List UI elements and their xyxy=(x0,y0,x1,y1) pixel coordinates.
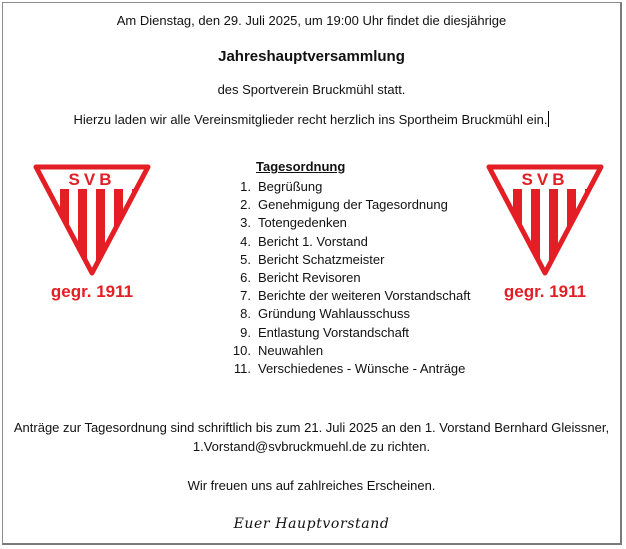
invitation-text: Hierzu laden wir alle Vereinsmitglieder recht herzlich ins Sportheim Bruckmühl ein. xyxy=(73,112,548,127)
agenda-item-text: Begrüßung xyxy=(258,179,323,194)
closing-line: Wir freuen uns auf zahlreiches Erscheinen. xyxy=(187,478,436,493)
agenda-item-text: Berichte der weiteren Vorstandschaft xyxy=(258,288,471,304)
signature: Euer Hauptvorstand xyxy=(233,516,390,532)
agenda-item-number: 8. xyxy=(240,306,251,322)
agenda-item-text: Bericht 1. Vorstand xyxy=(258,233,368,249)
agenda-item-number: 6. xyxy=(240,269,251,285)
invitation-line xyxy=(3,111,620,127)
agenda-item-text: Neuwahlen xyxy=(258,342,324,358)
agenda-item-number: 7. xyxy=(240,288,251,304)
agenda-item-number: 1. xyxy=(240,179,251,194)
agenda-item-text: Bericht Revisoren xyxy=(258,269,361,285)
agenda-item-text: Bericht Schatzmeister xyxy=(258,251,385,267)
page-title: Jahreshauptversammlung xyxy=(218,48,405,65)
agenda-item-number: 5. xyxy=(240,251,251,267)
subtitle-line: des Sportverein Bruckmühl statt. xyxy=(217,82,406,97)
intro-line: Am Dienstag, den 29. Juli 2025, um 19:00 Uhr findet die diesjährige xyxy=(116,13,507,28)
agenda-item-text: Entlastung Vorstandschaft xyxy=(258,324,410,340)
agenda-item-text: Totengedenken xyxy=(258,215,347,231)
svb-logo-icon xyxy=(32,161,152,301)
document-page xyxy=(2,2,622,545)
text-cursor xyxy=(548,111,549,127)
agenda-item-number: 3. xyxy=(240,215,251,231)
motions-line-2: 1.Vorstand@svbruckmuehl.de zu richten. xyxy=(192,439,431,454)
agenda-item-number: 2. xyxy=(240,197,251,213)
agenda-heading: Tagesordnung xyxy=(256,159,346,174)
svb-logo-icon xyxy=(485,161,605,301)
logo-founded: gegr. 1911 xyxy=(503,282,587,301)
agenda-item-text: Gründung Wahlausschuss xyxy=(258,306,410,322)
agenda-item-text: Genehmigung der Tagesordnung xyxy=(258,197,448,213)
agenda-item-number: 4. xyxy=(240,233,251,249)
agenda-item-number: 9. xyxy=(240,324,251,340)
agenda-item-number: 11. xyxy=(233,360,251,376)
logo-letters: SVB xyxy=(68,170,116,189)
agenda-item-text: Verschiedenes - Wünsche - Anträge xyxy=(258,360,466,376)
agenda-item-number: 10. xyxy=(232,342,251,358)
logo-letters: SVB xyxy=(521,170,569,189)
svb-logo-left xyxy=(32,161,152,301)
motions-line-1: Anträge zur Tagesordnung sind schriftlich bis zum 21. Juli 2025 an den 1. Vorstand Bernhard Gleissner, xyxy=(13,420,610,435)
logo-founded: gegr. 1911 xyxy=(50,282,134,301)
svb-logo-right xyxy=(485,161,605,301)
